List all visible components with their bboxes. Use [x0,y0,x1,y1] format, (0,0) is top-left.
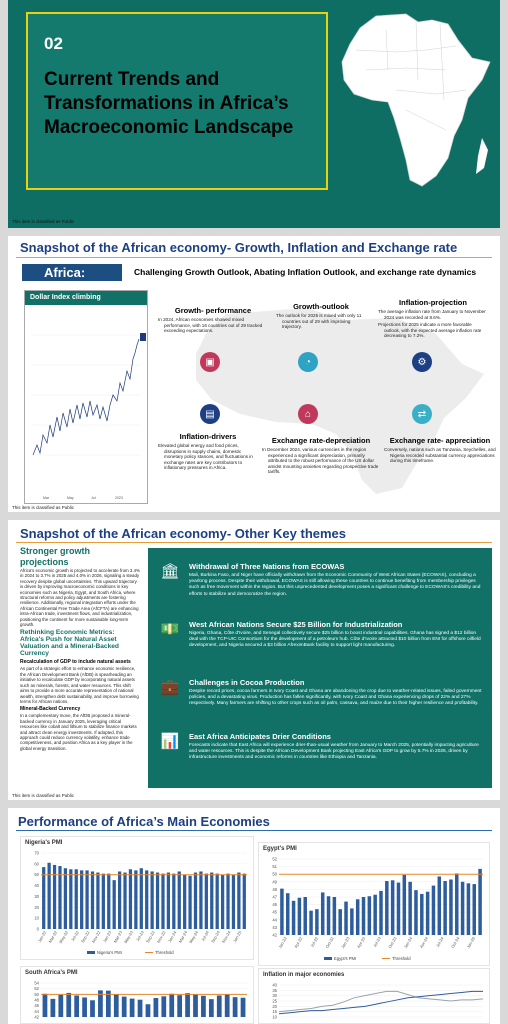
x-tick-label: Jan-23 [340,936,351,950]
pmi-bar [426,892,429,935]
pmi-bar [216,874,219,929]
svg-text:May: May [67,496,74,500]
pmi-bar [356,899,359,935]
x-tick-label: Apr-22 [293,936,304,949]
legend-label: Nigeria's PMI [97,950,122,955]
pmi-bar [286,893,289,935]
pmi-bar [199,871,202,929]
chart-title: Inflation in major economies [263,972,345,978]
y-tick-label: 42 [34,1014,39,1020]
svg-text:Jul: Jul [91,496,96,500]
pmi-bar [473,884,476,935]
pmi-bar [221,875,224,929]
pmi-bar [167,873,170,929]
pmi-bar [194,873,197,929]
x-tick-label: May-24 [188,930,200,945]
mineral-currency-heading: Mineral-Backed Currency [20,706,81,713]
pmi-bar [177,995,182,1017]
pmi-bar [455,873,458,935]
x-tick-label: Oct-22 [324,936,335,949]
block-text: Conversely, nations such as Tanzania, Seychelles, and Nigeria recorded substantial currency appreciations during this timeframe. [384,447,496,464]
dollar-index-line [25,305,147,503]
pmi-bar [478,869,481,935]
growth-projections-heading: Stronger growth projections [20,546,90,567]
pmi-bar [225,994,230,1017]
chart-svg [259,969,489,1023]
pmi-bar [408,882,411,935]
svg-text:2023: 2023 [115,496,123,500]
x-tick-label: Jan-22 [36,930,48,944]
growth-outlook-icon: ◔ [298,352,318,372]
title-rule [16,830,492,831]
pmi-bar [209,999,214,1017]
bar-chart-icon: 📊 [160,733,180,750]
x-tick-label: Sep-22 [79,930,91,944]
x-tick-label: Mar-23 [112,930,124,944]
money-icon: 💵 [160,621,180,638]
pmi-bar [193,995,198,1017]
x-tick-label: Jan-23 [101,930,113,944]
y-tick-label: 20 [34,904,39,910]
pmi-bar [118,871,121,929]
pmi-bar [96,873,99,929]
pmi-bar [432,886,435,935]
growth-performance-icon: ▣ [200,352,220,372]
classification-note: This item is classified as Public [12,219,75,224]
africa-map-outline [336,10,496,200]
y-tick-label: 60 [34,861,39,867]
theme-industrialization: 💵 West African Nations Secure $25 Billion for Industrialization Nigeria, Ghana, Côte d'Ivoire, and Senegal collectively secure $25 billion to boost industrial capabilities. Ghana has signed a $12 billion deal with the TCP-UIC Consortium for the development of a petroleum hub. Côte d'Ivoire attracted $10 billion from ENI for offshore oilfield development, and Nigeria secured a $3 billion AfreximBank facility to support light manufacturing. [160,620,481,649]
exchange-depreciation-icon: ⌂ [298,404,318,424]
pmi-bar [69,869,72,929]
slide3-title: Snapshot of the African economy- Other Key themes [20,526,347,541]
pmi-bar [145,870,148,929]
pmi-bar [161,996,166,1017]
x-tick-label: Jan-25 [231,930,243,944]
legend-label: Egypt's PMI [334,956,357,961]
pmi-bar [169,994,174,1017]
dollar-panel-title: Dollar Index climbing [25,291,147,305]
pmi-bar [85,870,88,929]
x-tick-label: Jan-22 [277,936,288,950]
pmi-bar [146,1004,151,1017]
key-themes-left-column [20,546,140,796]
pmi-bar [43,994,48,1017]
pmi-bar [123,873,126,929]
inflation-series-line [279,991,483,1013]
bank-icon: 🏛 [160,563,180,580]
block-text: The average inflation rate from January to November 2024 was recorded at 8.6%. [378,309,486,320]
x-tick-label: Jul-22 [70,930,80,942]
y-tick-label: 20 [272,1003,277,1009]
y-tick-label: 52 [272,856,277,862]
south-africa-pmi-chart [20,966,254,1024]
pmi-bar [403,875,406,935]
pmi-bar [122,997,127,1017]
pmi-bar [443,881,446,935]
chart-svg [259,843,489,965]
title-rule [16,542,492,543]
pmi-bar [134,870,137,929]
pmi-bar [280,889,283,935]
y-tick-label: 50 [34,872,39,878]
chart-title: South Africa's PMI [25,970,78,976]
pmi-bar [327,896,330,935]
gdp-recalculation-heading: Recalculation of GDP to include natural assets [20,659,131,666]
pmi-bar [368,896,371,935]
pmi-bar [350,908,353,935]
block-inflation-drivers: Inflation-drivers Elevated global energy and food prices, disruptions in supply chains, domestic monetary policy stances, and fluctuations in exchange rates are key contributors to inflationary pressures in Africa. [158,432,258,473]
pmi-bar [232,875,235,929]
y-tick-label: 46 [34,1003,39,1009]
pmi-bar [138,1000,143,1017]
pmi-bar [292,901,295,935]
y-tick-label: 52 [34,986,39,992]
pmi-bar [130,999,135,1017]
y-tick-label: 30 [34,893,39,899]
chart-svg [21,837,253,959]
pmi-bar [48,863,51,929]
block-text: Projections for 2025 indicate a more favorable outlook, with the expected average inflation rate decreasing to 7.2%. [378,322,482,339]
y-tick-label: 45 [272,909,277,915]
title-box [26,12,328,190]
pmi-bar [373,895,376,935]
block-text: Elevated global energy and food prices, disruptions in supply chains, domestic monetary policy stances, and fluctuations in exchange rates are key contributors to inflationary pressures in Africa. [158,443,253,471]
pmi-bar [188,876,191,929]
y-tick-label: 44 [34,1008,39,1014]
dollar-index-panel [24,290,148,504]
y-tick-label: 43 [272,924,277,930]
chart-title: Egypt's PMI [263,846,297,852]
y-tick-label: 30 [272,993,277,999]
block-inflation-projection: Inflation-projection The average inflation rate from January to November 2024 was recorded at 8.6%. Projections for 2025 indicate a more favorable outlook, with the expected average inflation rate decreasing to 7.2%. [378,298,488,341]
svg-text:Mar: Mar [43,496,50,500]
y-tick-label: 50 [272,871,277,877]
pmi-bar [217,995,222,1017]
x-tick-label: Jul-22 [309,936,320,948]
theme-cocoa: 💼 Challenges in Cocoa Production Despite record prices, cocoa farmers in Ivory Coast and Ghana are abandoning the crop due to weather-related issues, failed government policies, and a devastating virus. Production has fallen significantly, with Ivory Coast and Ghana experiencing drops of 22% and 27% respectively. Many farmers are shifting to other crops such as oil palm, cassava, and maize due to their higher resilience and profitability. [160,678,482,707]
chart-svg [21,967,253,1023]
pmi-bar [51,999,56,1017]
block-text: The outlook for 2025 is mixed with only 11 countries out of 29 with improving trajectory. [276,313,362,330]
x-tick-label: Nov-23 [155,930,167,944]
pmi-bar [154,998,159,1017]
chart-title: Nigeria's PMI [25,840,63,846]
slide4-title: Performance of Africa’s Main Economies [18,814,270,829]
briefcase-icon: 💼 [160,679,180,696]
slide2-subtitle: Challenging Growth Outlook, Abating Inflation Outlook, and exchange rate dynamics [134,267,477,277]
pmi-bar [183,875,186,929]
pmi-bar [107,874,110,929]
pmi-bar [303,897,306,935]
pmi-bar [226,874,229,929]
slide-growth-inflation [8,236,500,512]
x-tick-label: Apr-24 [418,936,429,949]
pmi-bar [205,874,208,929]
slide-key-themes [8,520,500,800]
pmi-bar [64,868,67,929]
pmi-bar [201,996,206,1017]
pmi-bar [58,995,63,1017]
egypt-pmi-chart [258,842,490,966]
y-tick-label: 48 [272,886,277,892]
pmi-bar [233,997,238,1017]
pmi-bar [102,874,105,929]
y-tick-label: 50 [34,991,39,997]
x-tick-label: Jul-24 [434,936,445,948]
pmi-bar [344,902,347,935]
block-growth-outlook: Growth-outlook The outlook for 2025 is mixed with only 11 countries out of 29 with improving trajectory. [276,302,366,332]
pmi-bar [185,993,190,1017]
y-tick-label: 51 [272,864,277,870]
pmi-bar [66,993,71,1017]
key-themes-panel [148,548,492,788]
gdp-recalculation-text: As part of a strategic effort to enhance economic resilience, the African Development Bank (AfDB) is spearheading an initiative to recalculate GDP by incorporating natural assets such as minerals, forests, and water resources. This shift aims to provide a more accurate representation of national wealth, strengthen debt sustainability, and improve borrowing terms for African nations. [20,666,139,704]
pmi-bar [210,873,213,929]
x-tick-label: May-23 [123,930,135,945]
block-exchange-appreciation: Exchange rate- appreciation Conversely, nations such as Tanzania, Seychelles, and Nigeria recorded substantial currency appreciations during this timeframe. [384,436,496,464]
classification-note: This item is classified as Public [12,505,75,510]
africa-tag: Africa: [22,264,122,281]
x-tick-label: Jan-25 [465,936,477,950]
block-growth-performance: Growth- performance In 2024, African economies showed mixed performance, with 16 countries out of 29 tracked exceeding expectations. [158,306,268,336]
pmi-bar [58,866,61,929]
legend-swatch [324,957,332,960]
y-tick-label: 48 [34,997,39,1003]
title-rule [16,257,492,258]
pmi-bar [391,880,394,935]
pmi-bar [241,998,246,1017]
pmi-bar [438,876,441,935]
pmi-bar [397,883,400,935]
pmi-bar [151,871,154,929]
y-tick-label: 10 [272,1014,277,1020]
theme-east-africa: 📊 East Africa Anticipates Drier Conditions Forecasts indicate that East Africa will experience drier-than-usual weather from January to March 2025, potentially impacting agriculture and water resources. This is despite the African Development Bank projecting East Africa's GDP to grow by 5.7% in 2025, driven by infrastructure investments and economic reforms in countries like Ethiopia and Tanzania. [160,732,479,761]
pmi-bar [156,873,159,929]
y-tick-label: 44 [272,917,277,923]
y-tick-label: 10 [34,915,39,921]
pmi-bar [414,890,417,935]
pmi-bar [385,881,388,935]
y-tick-label: 70 [34,850,39,856]
y-tick-label: 42 [272,932,277,938]
x-tick-label: Oct-24 [449,936,461,949]
x-tick-label: May-22 [57,930,69,945]
slide-main-economies [8,808,500,1024]
x-tick-label: Jan-24 [166,930,178,944]
classification-note: This item is classified as Public [12,793,75,798]
inflation-series-line [279,991,483,1011]
mineral-currency-text: In a complementary move, the AfDB proposed a mineral-backed currency in January 2025, leveraging critical resources like cobalt and lithium to stabilize finance markets and attract clean energy investments. If adopted, this approach could reduce currency volatility, enhance trade competitiveness, and position Africa as a key player in the global energy transition. [20,713,137,751]
y-tick-label: 49 [272,879,277,885]
pmi-bar [467,883,470,935]
x-tick-label: Oct-23 [387,936,398,949]
y-tick-label: 40 [272,982,277,988]
pmi-bar [338,909,341,935]
pmi-bar [42,867,45,929]
pmi-bar [113,880,116,929]
x-tick-label: Jul-24 [200,930,210,942]
x-tick-label: Nov-22 [90,930,102,944]
pmi-bar [379,891,382,935]
exchange-appreciation-icon: ⇄ [412,404,432,424]
section-number: 02 [44,34,63,53]
block-exchange-depreciation: Exchange rate-depreciation In December 2024, various currencies in the region experienced a significant depreciation, primarily attributed to the robust performance of the US dollar amidst mounting anxieties regarding prospective trade tariffs. [262,436,379,475]
pmi-bar [114,994,119,1017]
y-tick-label: 0 [36,926,39,932]
pmi-bar [82,997,87,1017]
slide-title [8,0,500,228]
x-tick-label: Jul-23 [135,930,145,942]
economic-metrics-heading: Rethinking Economic Metrics: Africa's Push for Natural Asset Valuation and a Mineral-Backed Currency [20,629,119,658]
x-tick-label: Mar-22 [47,930,59,944]
section-title: Current Trends and Transformations in Africa’s Macroeconomic Landscape [44,69,294,138]
legend-swatch [87,951,95,954]
y-tick-label: 46 [272,902,277,908]
legend-label: Threshold [392,956,411,961]
pmi-bar [75,869,78,929]
x-tick-label: Mar-24 [177,930,189,944]
slide2-title: Snapshot of the African economy- Growth, Inflation and Exchange rate [20,240,458,255]
pmi-bar [315,909,318,935]
pmi-bar [309,911,312,935]
x-tick-label: Jul-23 [372,936,382,948]
legend-label: Threshold [155,950,174,955]
pmi-bar [362,897,365,935]
inflation-drivers-icon: ▤ [200,404,220,424]
y-tick-label: 15 [272,1009,277,1015]
theme-ecowas: 🏛 Withdrawal of Three Nations from ECOWAS Mali, Burkina Faso, and Niger have officially withdrawn from the Economic Community of West African States (ECOWAS), concluding a yearlong process. Despite their withdrawal, ECOWAS is still allowing these countries to continue benefiting from membership privileges such as free movement within the region. But this unprecedented development poses a significant challenge to ECOWAS's credibility and efforts to stabilize and democratize the region. [160,562,481,597]
pmi-bar [333,897,336,935]
pmi-bar [74,995,79,1017]
pmi-bar [129,869,132,929]
pmi-bar [80,870,83,929]
y-tick-label: 25 [272,998,277,1004]
growth-projections-text: Africa's economic growth is projected to accelerate from 3.4% in 2024 to 3.7% in 2025 and 4.0% in 2026, signaling a steady recovery despite global uncertainties. This upward trajectory is driven by improving macroeconomic conditions in key economies such as Nigeria, Egypt, and South Africa, where structural reforms and policy adjustments are fostering resilience. Additionally, regional integration efforts under the African Continental Free Trade Area (AfCFTA) are enhancing intra-African trade, investment flows, and industrialization, positioning the continent for more sustainable long-term growth. [20,568,140,628]
y-tick-label: 40 [34,883,39,889]
y-tick-label: 47 [272,894,277,900]
pmi-bar [449,880,452,935]
x-tick-label: Sep-23 [144,930,156,944]
pmi-bar [91,871,94,929]
y-tick-label: 35 [272,987,277,993]
pmi-bar [140,868,143,929]
inflation-projection-icon: ⚙ [412,352,432,372]
pmi-bar [321,892,324,935]
x-tick-label: Sep-24 [209,930,221,944]
x-tick-label: Jan-24 [402,936,414,950]
pmi-bar [420,894,423,935]
y-tick-label: 54 [34,980,39,986]
pmi-bar [298,898,301,935]
pmi-bar [172,874,175,929]
pmi-bar [161,874,164,929]
block-text: In December 2024, various currencies in the region experienced a significant depreciation, primarily attributed to the robust performance of the US dollar amidst mounting anxieties regarding prospective trade tariffs. [262,447,379,475]
pmi-bar [461,882,464,935]
x-tick-label: Apr-23 [355,936,367,949]
pmi-bar [178,871,181,929]
x-tick-label: Nov-24 [220,930,232,944]
pmi-bar [243,874,246,929]
pmi-bar [237,873,240,929]
nigeria-pmi-chart [20,836,254,960]
block-text: In 2024, African economies showed mixed performance, with 16 countries out of 29 tracked exceeding expectations. [158,317,263,334]
pmi-bar [90,1000,95,1017]
inflation-chart [258,968,490,1024]
